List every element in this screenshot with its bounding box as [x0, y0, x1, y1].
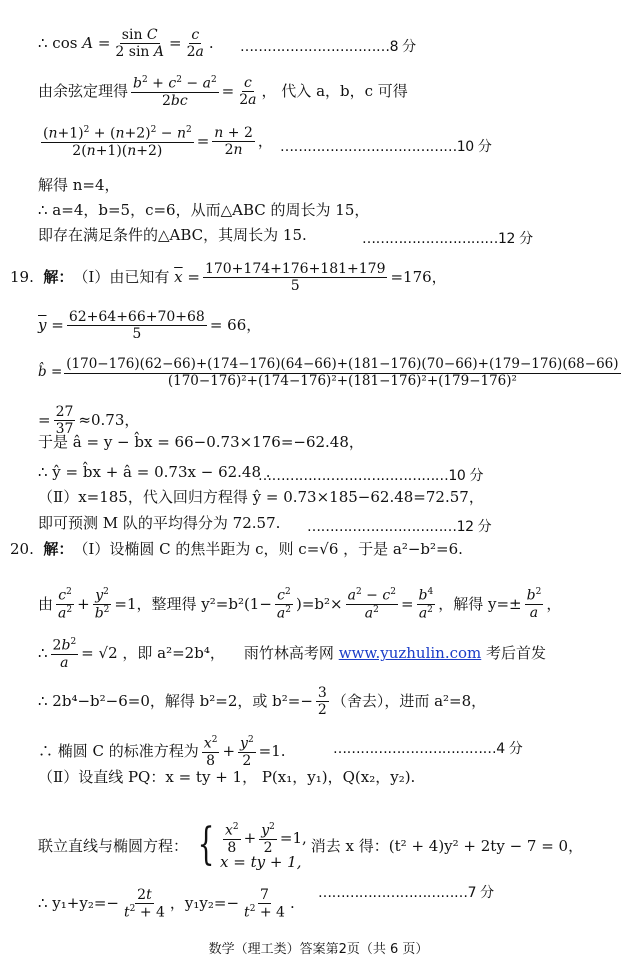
score-8: ……………………………8 分 [240, 39, 416, 55]
line-perimeter: 即存在满足条件的△ABC，其周长为 15. [38, 226, 307, 244]
q20-line1: 20. 解： （Ⅰ）设椭圆 C 的焦半距为 c，则 c=√6 ，于是 a²−b²=6. [10, 540, 463, 558]
line-n-result: 解得 n=4， [38, 176, 120, 194]
score-7: ……………………………7 分 [318, 885, 494, 901]
equation-system: { $\frac{x^2}{8}$ + $\frac{y^2}{2}$ =1, x = ty + 1, [197, 819, 307, 871]
q20-system: 联立直线与椭圆方程： { $\frac{x^2}{8}$ + $\frac{y^2}{2}$ =1, x = ty + 1, 消去 x 得：(t² + 4)y² + 2ty − 7 = 0， [38, 819, 584, 871]
q19-line1: 19. 解： （Ⅰ）由已知有 $\overline{x}$ = $\frac{170+174+176+181+179}{5}$ =176， [10, 261, 447, 294]
q19-ratio: = $\frac{27}{37}$ ≈0.73， [38, 404, 140, 437]
site-link[interactable]: www.yuzhulin.com [338, 644, 482, 663]
q20-line3: ∴ $\frac{2b^2}{a}$ = √2 ，即 a²=2b⁴， 雨竹林高考网 www.yuzhulin.com 考后首发 [38, 637, 547, 671]
q19-ahat: 于是 â = y − b̂x = 66−0.73×176=−62.48， [38, 433, 364, 451]
line-cosine-law: 由余弦定理得 $\frac{b^2 + c^2 - a^2}{2bc}$ = $\frac{c}{2a}$ ， 代入 a，b，c 可得 [38, 75, 408, 109]
q20-line2: 由 $\frac{c^2}{a^2}$ + $\frac{y^2}{b^2}$ =1 ，整理得 y²=b²(1− $\frac{c^2}{a^2}$ )=b²× $\frac{a^2 - c^2}{a^2}$ = $\frac{b^4}{a^2}$ ，解得 y=± $\frac{b^2}{a}$ ， [38, 587, 562, 622]
q19-conclusion: 即可预测 M 队的平均得分为 72.57. [38, 514, 281, 532]
line-cosA: ∴ cos A = $\frac{\text{sin C}}{\text{2 sin A}}$ = $\frac{c}{2a}$ . [38, 27, 214, 60]
score-12-q19: ……………………………12 分 [307, 519, 492, 535]
q20-line4: ∴ 2b⁴−b²−6=0，解得 b²=2，或 b²=− $\frac{3}{2}$ （舍去），进而 a²=8， [38, 685, 487, 718]
score-4: ………………………………4 分 [333, 741, 523, 757]
line-sides: ∴ a=4，b=5，c=6，从而△ABC 的周长为 15， [38, 201, 370, 219]
q19-yhat: ∴ ŷ = b̂x + â = 0.73x − 62.48 . [38, 463, 271, 481]
score-12: …………………………12 分 [362, 231, 533, 247]
q20-vieta: ∴ y₁+y₂=− $\frac{2t}{t^2 + 4}$ ，y₁y₂=− $\frac{7}{t^2 + 4}$ . [38, 887, 295, 921]
score-10: …………………………………10 分 [280, 139, 492, 155]
score-10-q19: ……………………………………10 分 [258, 468, 484, 484]
q19-bhat: b̂ = (170−176)(62−66)+(174−176)(64−66)+(181−176)(70−66)+(179−176)(68−66) (170−176)²+(174−176)²+(181−176)²+(179−176)² [38, 356, 619, 389]
page-footer: 数学（理工类）答案第2页（共 6 页） [208, 942, 429, 957]
line-n-equation: $\frac{(n+1)^2 + (n+2)^2 - n^2}{2(n+1)(n+2)}$ = $\frac{n + 2}{2n}$ ， [43, 125, 273, 159]
q20-line5: ∴ 椭圆 C 的标准方程为 $\frac{x^2}{8}$ + $\frac{y^2}{2}$ =1. [38, 735, 286, 769]
q19-part2: （Ⅱ）x=185，代入回归方程得 ŷ = 0.73×185−62.48=72.57， [38, 488, 484, 506]
fraction: $\frac{c}{2a}$ [186, 27, 204, 60]
q19-ybar: $\overline{y}$ = $\frac{62+64+66+70+68}{5}$ = 66， [38, 309, 262, 342]
q20-part2: （Ⅱ）设直线 PQ：x = ty + 1， P(x₁，y₁)，Q(x₂，y₂). [38, 768, 416, 786]
fraction: $\frac{\text{sin C}}{\text{2 sin A}}$ [115, 27, 165, 60]
